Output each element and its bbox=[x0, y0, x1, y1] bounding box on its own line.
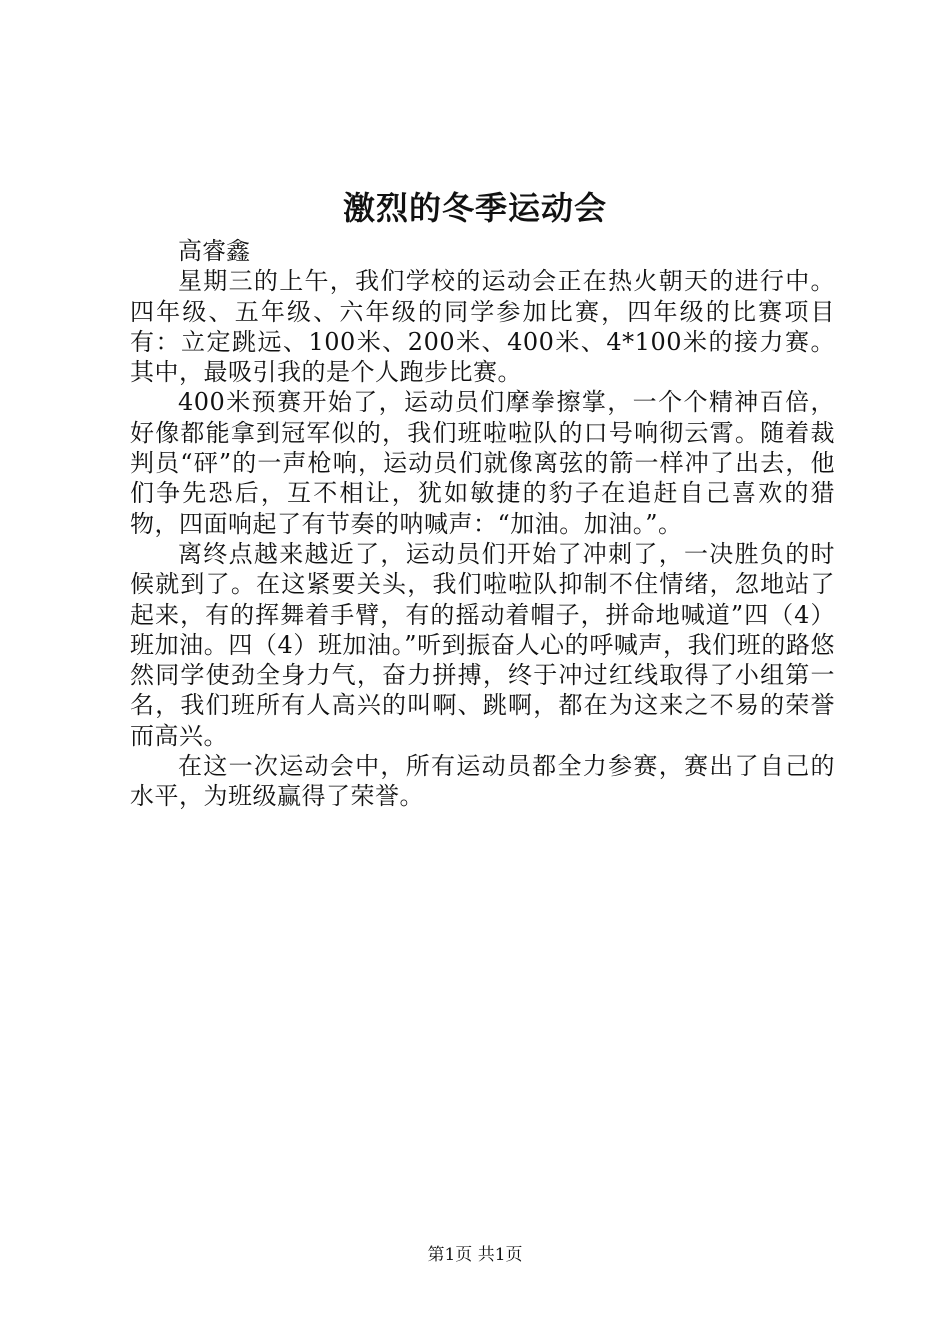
paragraph-3: 离终点越来越近了，运动员们开始了冲刺了，一决胜负的时候就到了。在这紧要关头，我们啦啦队抑制不住情绪，忽地站了起来，有的挥舞着手臂，有的摇动着帽子，拼命地喊道”四（4）班加油。四（4）班加油。”听到振奋人心的呼喊声，我们班的路悠然同学使劲全身力气，奋力拼搏，终于冲过红线取得了小组第一名，我们班所有人高兴的叫啊、跳啊，都在为这来之不易的荣誉而高兴。 bbox=[130, 539, 835, 750]
page-number-footer: 第1页 共1页 bbox=[427, 1245, 523, 1265]
document-body bbox=[130, 236, 835, 812]
author-name: 高睿鑫 bbox=[178, 237, 250, 265]
paragraph-2: 400米预赛开始了，运动员们摩拳擦掌，一个个精神百倍，好像都能拿到冠军似的，我们班啦啦队的口号响彻云霄。随着裁判员“砰”的一声枪响，运动员们就像离弦的箭一样冲了出去，他们争先恐后，互不相让，犹如敏捷的豹子在追赶自己喜欢的猎物，四面响起了有节奏的呐喊声：“加油。加油。”。 bbox=[130, 388, 835, 538]
document-title: 激烈的冬季运动会 bbox=[342, 189, 607, 227]
paragraph-1: 星期三的上午，我们学校的运动会正在热火朝天的进行中。四年级、五年级、六年级的同学参加比赛，四年级的比赛项目有：立定跳远、100米、200米、400米、4*100米的接力赛。其中，最吸引我的是个人跑步比赛。 bbox=[130, 267, 835, 387]
paragraph-4: 在这一次运动会中，所有运动员都全力参赛，赛出了自己的水平，为班级赢得了荣誉。 bbox=[130, 752, 835, 811]
